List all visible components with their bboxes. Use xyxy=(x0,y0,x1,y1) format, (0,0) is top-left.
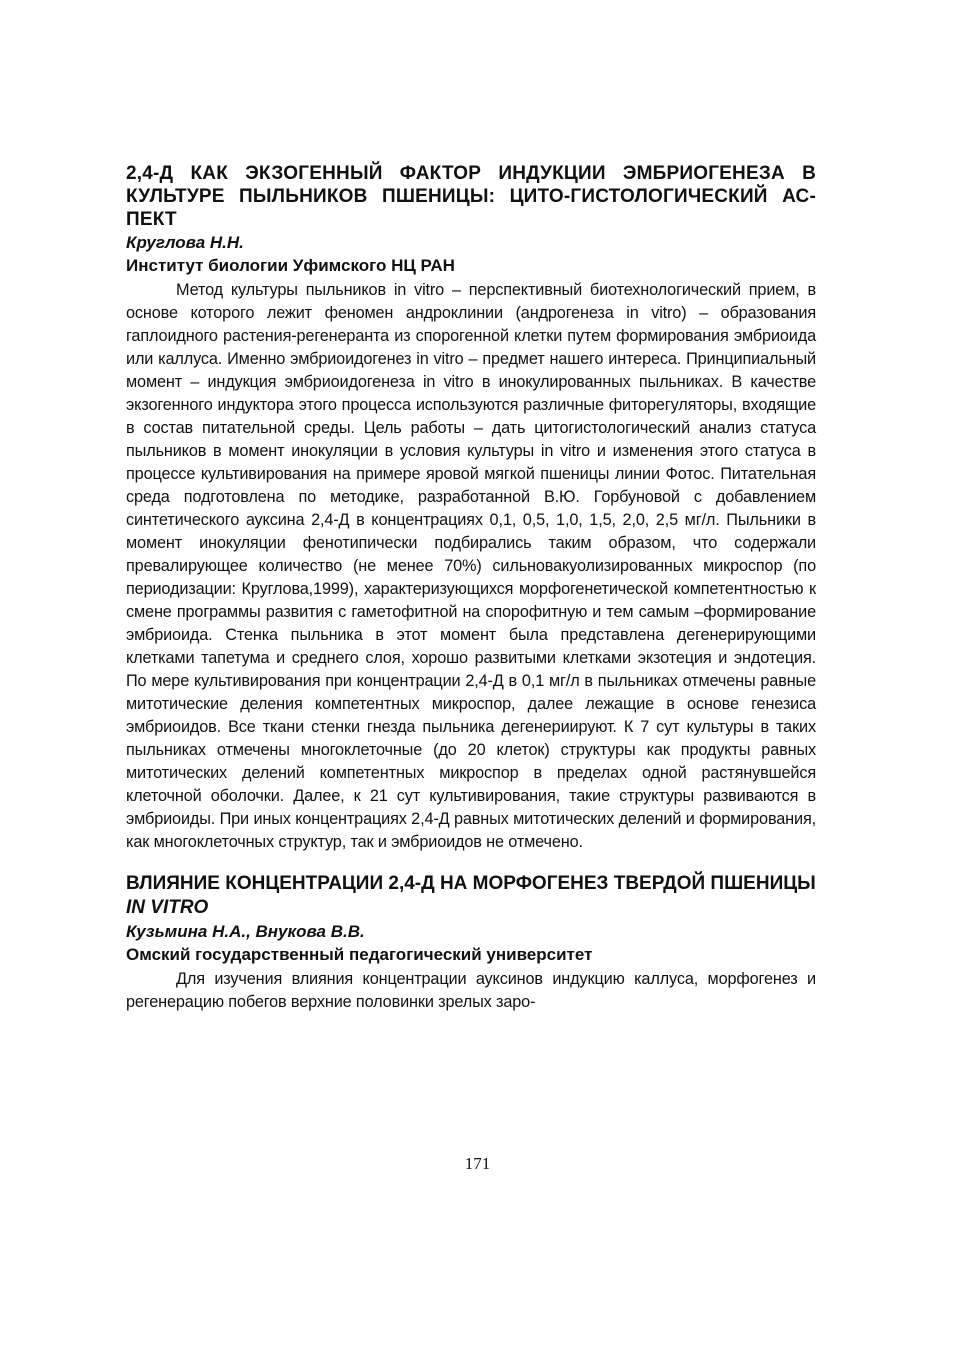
article1-affiliation: Институт биологии Уфимского НЦ РАН xyxy=(126,256,455,275)
page-content xyxy=(126,162,816,1014)
article2-authors: Кузьмина Н.А., Внукова В.В. xyxy=(126,922,365,941)
article2-title-italic: IN VITRO xyxy=(126,897,209,918)
section-gap xyxy=(126,854,816,872)
article2-title xyxy=(126,872,816,920)
article2-body: Для изучения влияния концентрации ауксинов индукцию каллуса, морфогенез и регенерацию побегов верхние половинки зрелых заро- xyxy=(126,970,816,1011)
article2-affiliation: Омский государственный педагогический университет xyxy=(126,945,593,964)
article2-title-text: ВЛИЯНИЕ КОНЦЕНТРАЦИИ 2,4-Д НА МОРФОГЕНЕЗ ТВЕРДОЙ ПШЕНИЦЫ xyxy=(126,873,816,894)
article1-title: 2,4-Д КАК ЭКЗОГЕННЫЙ ФАКТОР ИНДУКЦИИ ЭМБРИОГЕНЕЗА В КУЛЬТУРЕ ПЫЛЬНИКОВ ПШЕНИЦЫ: ЦИТО-ГИСТОЛОГИЧЕСКИЙ АС-ПЕКТ xyxy=(126,163,816,230)
article1-authors: Круглова Н.Н. xyxy=(126,233,244,252)
page-number: 171 xyxy=(464,1154,491,1173)
article1-body: Метод культуры пыльников in vitro – перспективный биотехнологический прием, в основе которого лежит феномен андроклинии (андрогенеза in vitro) – образования гаплоидного растения-регенеранта из спорогенной клетки путем формирования эмбриоида или каллуса. Именно эмбриоидогенез in vitro – предмет нашего интереса. Принципиальный момент – индукция эмбриоидогенеза in vitro в инокулированных пыльниках. В качестве экзогенного индуктора этого процесса используются различные фиторегуляторы, входящие в состав питательной среды. Цель работы – дать цитогистологический анализ статуса пыльников в момент инокуляции в условия культуры in vitro и изменения этого статуса в процессе культивирования на примере яровой мягкой пшеницы линии Фотос. Питательная среда подготовлена по методике, разработанной В.Ю. Горбуновой с добавлением синтетического ауксина 2,4-Д в концентрациях 0,1, 0,5, 1,0, 1,5, 2,0, 2,5 мг/л. Пыльники в момент инокуляции фенотипически подбирались таким образом, что содержали превалирующее количество (не менее 70%) сильновакуолизированных микроспор (по периодизации: Круглова,1999), характеризующихся морфогенетической компетентностью к смене программы развития с гаметофитной на спорофитную и тем самым –формирование эмбриоида. Стенка пыльника в этот момент была представлена дегенерирующими клетками тапетума и среднего слоя, хорошо развитыми клетками экзотеция и эндотеция. По мере культивирования при концентрации 2,4-Д в 0,1 мг/л в пыльниках отмечены равные митотические деления компетентных микроспор, далее лежащие в основе генезиса эмбриоидов. Все ткани стенки гнезда пыльника дегенериируют. К 7 сут культуры в таких пыльниках отмечены многоклеточные (до 20 клеток) структуры как продукты равных митотических делений компетентных микроспор в пределах одной растянувшейся клеточной оболочки. Далее, к 21 сут культивирования, такие структуры развиваются в эмбриоиды. При иных концентрациях 2,4-Д равных митотических делений и формирования, как многоклеточных структур, так и эмбриоидов не отмечено. xyxy=(126,281,816,851)
